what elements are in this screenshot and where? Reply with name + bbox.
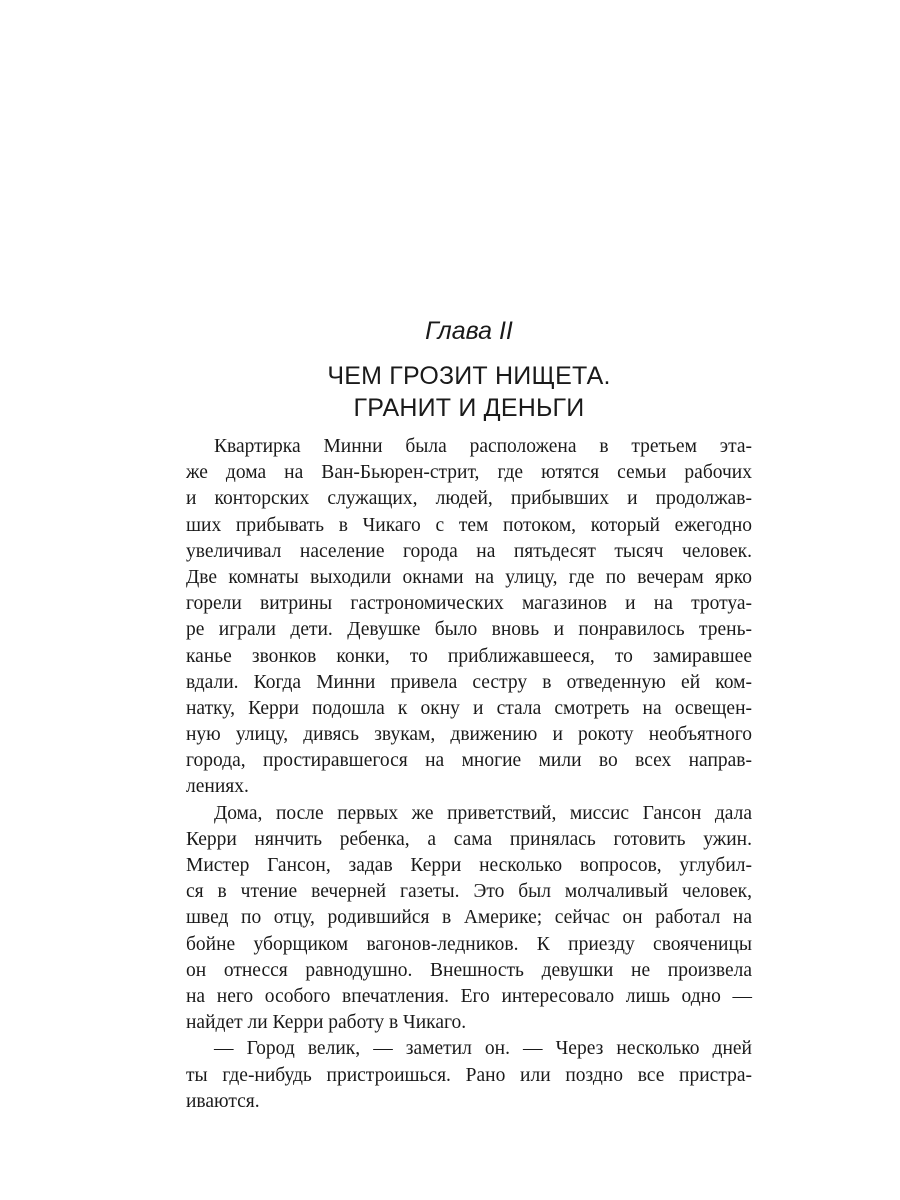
text-line: Дома, после первых же приветствий, миссис Гансон дала (214, 802, 752, 824)
text-line: горели витрины гастрономических магазинов и на тротуа- (186, 593, 752, 615)
text-line: Мистер Гансон, задав Керри несколько вопросов, углубил- (186, 855, 752, 876)
text-line: Керри нянчить ребенка, а сама принялась готовить ужин. (186, 828, 752, 850)
text-line: швед по отцу, родившийся в Америке; сейчас он работал на (186, 907, 752, 929)
text-line: найдет ли Керри работу в Чикаго. (186, 1012, 467, 1034)
text-line: на него особого впечатления. Его интересовало лишь одно — (186, 985, 752, 1007)
text-line: ную улицу, дивясь звукам, движению и рокоту необъятного (186, 724, 752, 746)
text-line: — Город велик, — заметил он. — Через несколько дней (214, 1038, 752, 1060)
text-line: ся в чтение вечерней газеты. Это был молчаливый человек, (186, 881, 752, 903)
text-line: и конторских служащих, людей, прибывших и продолжав- (186, 488, 752, 510)
text-line: натку, Керри подошла к окну и стала смотреть на освещен- (186, 697, 752, 719)
paragraph-2 (186, 801, 752, 1037)
text-line: Две комнаты выходили окнами на улицу, где по вечерам ярко (186, 566, 752, 588)
chapter-title-line: ЧЕМ ГРОЗИТ НИЩЕТА. (327, 362, 611, 390)
text-line: города, простиравшегося на многие мили во всех направ- (186, 750, 752, 772)
text-line: увеличивал население города на пятьдесят тысяч человек. (186, 540, 752, 562)
text-line: ре играли дети. Девушке было вновь и понравилось трень- (186, 619, 752, 641)
chapter-title-line: ГРАНИТ И ДЕНЬГИ (353, 394, 585, 422)
paragraph-1 (186, 434, 752, 801)
paragraph-3 (186, 1036, 752, 1115)
book-page (186, 0, 752, 1200)
chapter-title (186, 360, 752, 424)
body-text (186, 434, 752, 1115)
text-line: вдали. Когда Минни привела сестру в отведенную ей ком- (186, 671, 752, 693)
text-line: же дома на Ван-Бьюрен-стрит, где ютятся семьи рабочих (186, 462, 752, 484)
text-line: лениях. (186, 776, 249, 798)
text-line: он отнесся равнодушно. Внешность девушки не произвела (186, 959, 752, 981)
text-line: ших прибывать в Чикаго с тем потоком, который ежегодно (186, 514, 752, 536)
chapter-label: Глава II (425, 317, 513, 345)
text-line: иваются. (186, 1090, 260, 1112)
text-line: канье звонков конки, то приближавшееся, то замиравшее (186, 645, 752, 667)
text-line: бойне уборщиком вагонов-ледников. К приезду свояченицы (186, 933, 752, 955)
text-line: ты где-нибудь пристроишься. Рано или поздно все пристра- (186, 1064, 752, 1086)
text-line: Квартирка Минни была расположена в третьем эта- (214, 436, 752, 457)
